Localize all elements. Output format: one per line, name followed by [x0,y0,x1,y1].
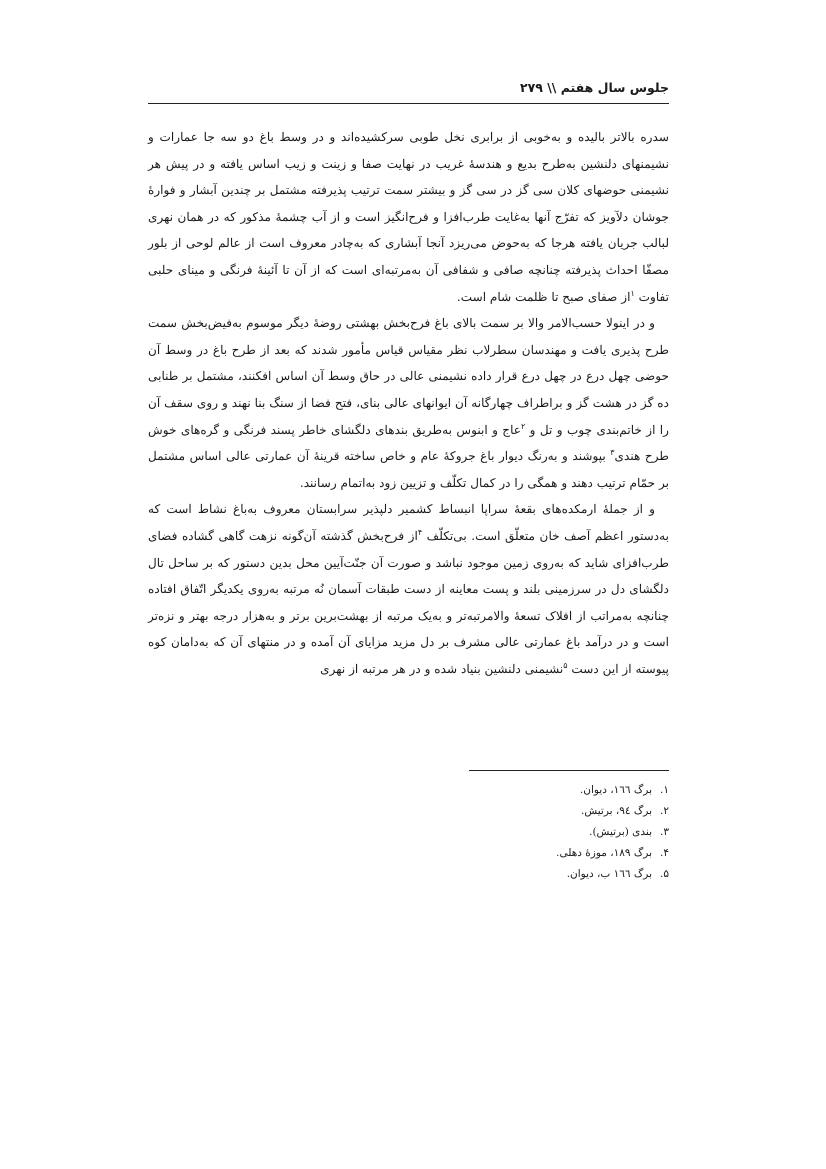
paragraph-text: از صفای صبح تا ظلمت شام است. [456,289,631,304]
footnote-marker: ۴ [417,527,423,537]
footnote-marker: ۵ [563,660,568,670]
paragraph [148,124,669,310]
footnote-marker: ۳ [610,448,615,458]
header-rule [148,103,669,104]
paragraph-text: عاج و ابنوس به‌طریق بندهای دلگشای خاطر پسند فرنگی و گره‌های خوش طرح هندی [148,422,669,464]
footnote [469,780,669,801]
paragraph [148,496,669,682]
footnote-marker: ۲ [521,421,526,431]
running-header: جلوس سال هفتم \\ ۲۷۹ [519,80,669,95]
footnote-number: ۲. [660,805,669,817]
paragraph-text: نشیمنی دلنشین بنیاد شده و در هر مرتبه از نهری [320,661,564,676]
footnote [469,843,669,864]
footnote-text: برگ ۹٤، برتیش. [581,805,653,817]
paragraph-text: از فرح‌بخش گذشته آن‌گونه نزهت گاهی گشاده فضای طرب‌افزای شاید که به‌روی زمین موجود نباشد و صورت آن جنّت‌آیین محل بدین دستور که بر ساحل تال دلگشای دل در سرزمینی بلند و پست معاینه از دست طبقات آسمان نُه مرتبه به‌روی یکدیگر اتّفاق افتاده چنانچه به‌مراتب از افلاک تسعهٔ والامرتبه‌تر و به‌یک مرتبه از بهشت‌برین برتر و به‌هزار درجه بهتر و نزه‌تر است و در درآمد باغ عمارتی عالی مشرف بر دل مزید مزایای آن آمده و در منتهای آن که به‌دامان کوه پیوسته از این دست [148,528,669,676]
footnote-number: ۳. [660,826,669,838]
footnote-rule [469,770,669,771]
paragraph-text: و از جملهٔ ارمکده‌های بقعهٔ سراپا انبساط کشمیر دلپذیر سرابستان معروف به‌باغ نشاط است که به‌دستور اعظم آصف خان متعلّق است. بی‌تکلّف [148,502,670,543]
footnote-text: بندی (برتیش). [589,826,653,838]
footnote-text: برگ ۱۸۹، موزهٔ دهلی. [556,847,653,859]
footnote-text: برگ ۱٦٦ ب، دیوان. [566,868,653,880]
footnote-text: برگ ۱٦٦، دیوان. [579,784,653,796]
paragraph-text: و در اینولا حسب‌الامر والا بر سمت بالای باغ فرح‌بخش بهشتی روضهٔ دیگر موسوم به‌فیض‌بخش سمت طرح پذیری یافت و مهندسان سطرلاب نظر مقیاس قیاس مأمور شدند که بعد از طرح باغ در وسط آن حوضی چهل درع در چهل درع قرار داده نشیمنی عالی در حاق وسط آن اساس افکنند، مشتمل بر طنابی ده گز در هشت گز و براطراف چهارگانه آن ایوانهای عالی بنای، فتح فضا از سنگ بنا نهند و روی سقف آن را از خاتم‌بندی چوب و تل و [148,316,670,437]
footnote-marker: ۱ [630,288,635,298]
footnote [469,864,669,885]
paragraph [148,310,669,496]
body-text [148,124,669,682]
paragraph-text: بپوشند و به‌رنگ دیوار باغ جروکهٔ عام و خاص ساخته قرینهٔ آن عمارتی عالی اساس مشتمل بر حمّام ترتیب دهند و همگی را در کمال تکلّف و تزیین زود به‌اتمام رسانند. [148,449,669,490]
footnote-number: ۵. [660,868,669,880]
footnote-number: ۴. [660,847,669,859]
footnote [469,822,669,843]
paragraph-text: سدره بالاتر بالیده و به‌خوبی از برابری نخل طوبی سرکشیده‌اند و در وسط باغ دو سه جا عمارات و نشیمنهای دلنشین به‌طرح بدیع و هندسهٔ غریب در نهایت صفا و زینت و زیب اساس یافته و در پیش هر نشیمنی حوضهای کلان سی گز در سی گز و بیشتر سمت ترتیب پذیرفته مشتمل بر چندین آبشار و فوارهٔ جوشان دلآویز که تفرّج آنها به‌غایت طرب‌افزا و فرح‌انگیز است و از آب چشمهٔ مذکور که در همان نهری لبالب جریان یافته هرجا که به‌حوض می‌ریزد آنجا آبشاری که به‌چادر معروف است از عالم لوحی از بلور مصفّا احداث پذیرفته چنانچه صافی و شفافی آن به‌مرتبه‌ای است که از آن تا آئینهٔ فرنگی و مینای حلبی تفاوت [148,130,669,304]
footnote-number: ۱. [660,784,669,796]
footnotes [469,780,669,885]
footnote [469,801,669,822]
